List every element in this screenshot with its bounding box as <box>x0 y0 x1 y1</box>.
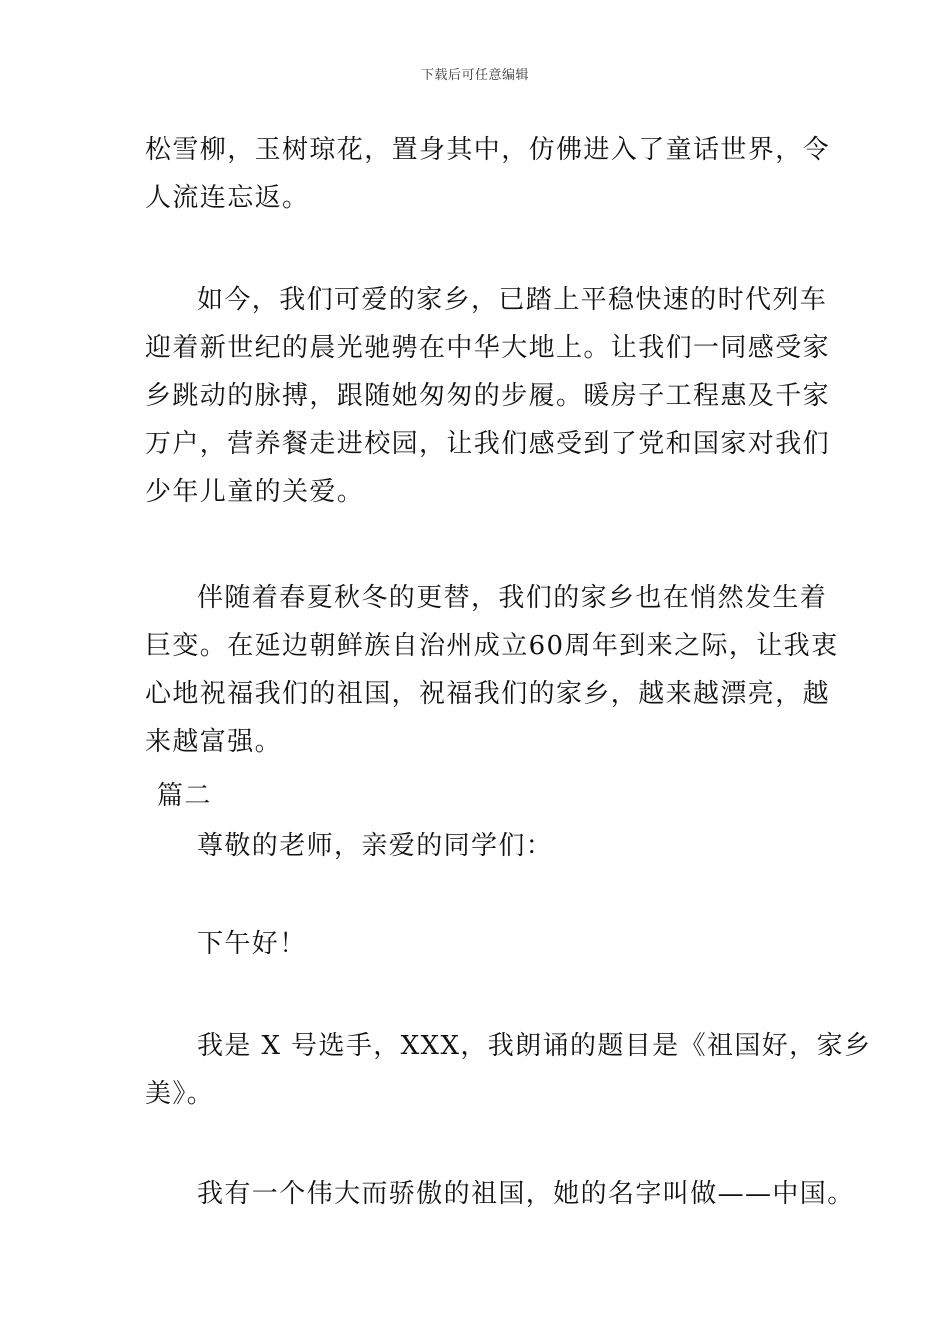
text-line: 如今，我们可爱的家乡，已踏上平稳快速的时代列车 <box>197 285 828 315</box>
text-line: 人流连忘返。 <box>145 183 310 213</box>
text-line: 松雪柳，玉树琼花，置身其中，仿佛进入了童话世界，令 <box>145 135 831 165</box>
text-line: 来越富强。 <box>145 727 283 757</box>
section-heading: 篇二 <box>157 781 212 811</box>
paragraph-greeting <box>145 822 810 870</box>
text-line: 万户，营养餐走进校园，让我们感受到了党和国家对我们 <box>145 429 831 459</box>
page-header-note: 下载后可任意编辑 <box>420 68 529 83</box>
paragraph-good-afternoon <box>145 920 810 968</box>
paragraph-motherland <box>145 1170 855 1218</box>
paragraph-blessing <box>145 574 839 766</box>
text-line: 巨变。在延边朝鲜族自治州成立60周年到来之际，让我衷 <box>145 631 839 661</box>
text-line: 尊敬的老师，亲爱的同学们： <box>197 831 554 861</box>
paragraph-hometown-progress <box>145 276 831 516</box>
paragraph-introduction <box>145 1022 872 1118</box>
text-line: 伴随着春夏秋冬的更替，我们的家乡也在悄然发生着 <box>197 583 828 613</box>
text-line: 美》。 <box>145 1079 215 1109</box>
text-line: 迎着新世纪的晨光驰骋在中华大地上。让我们一同感受家 <box>145 333 831 363</box>
text-line: 少年儿童的关爱。 <box>145 477 365 507</box>
text-line: 下午好！ <box>197 929 307 959</box>
text-line: 我是 X 号选手，XXX，我朗诵的题目是《祖国好，家乡 <box>197 1031 872 1061</box>
paragraph-snow-scene <box>145 126 831 222</box>
text-line: 心地祝福我们的祖国，祝福我们的家乡，越来越漂亮，越 <box>145 679 831 709</box>
text-line: 我有一个伟大而骄傲的祖国，她的名字叫做——中国。 <box>197 1179 855 1209</box>
text-line: 乡跳动的脉搏，跟随她匆匆的步履。暖房子工程惠及千家 <box>145 381 831 411</box>
